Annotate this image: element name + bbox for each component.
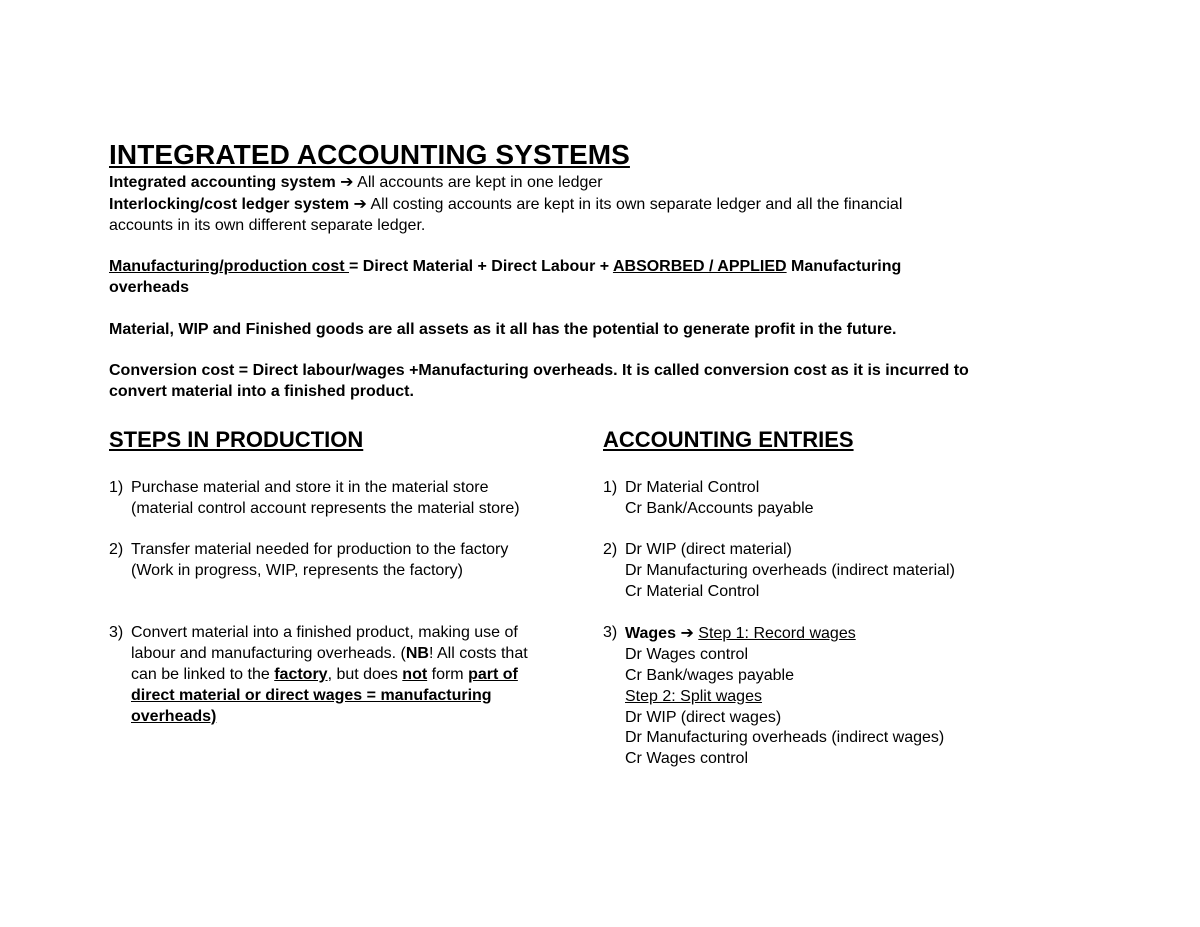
entry-text: Cr Bank/wages payable xyxy=(625,666,794,684)
interlocking-system-line xyxy=(109,194,1109,216)
step-number: 1) xyxy=(109,478,124,496)
manufacturing-cost-label: Manufacturing/production cost xyxy=(109,258,349,276)
interlocking-system-label: Interlocking/cost ledger system xyxy=(109,195,350,213)
entry-text: Dr Manufacturing overheads (indirect wages) xyxy=(625,729,945,747)
factory-emphasis: factory xyxy=(274,665,328,683)
conversion-cost-line: Conversion cost = Direct labour/wages +Manufacturing overheads. It is called conversion cost as it is incurred to xyxy=(109,362,969,380)
step-text: (Work in progress, WIP, represents the factory) xyxy=(131,561,463,579)
assets-note: Material, WIP and Finished goods are all assets as it all has the potential to generate profit in the future. xyxy=(109,320,897,338)
entry-wages-line xyxy=(625,623,1103,645)
step-text: can be linked to the xyxy=(131,665,275,683)
step-text: , but does xyxy=(327,665,403,683)
entry-3 xyxy=(603,623,1103,770)
entry-text: Dr WIP (direct material) xyxy=(625,541,792,559)
integrated-system-line xyxy=(109,172,1109,194)
entry-1 xyxy=(603,478,1103,520)
step-text-factory xyxy=(131,665,589,686)
entry-number: 2) xyxy=(603,541,618,559)
arrow-right-icon: ➔ xyxy=(353,193,367,213)
step-text: Transfer material needed for production to the factory xyxy=(131,541,509,559)
part-of-emphasis: part of xyxy=(468,665,518,683)
entry-text: Dr Material Control xyxy=(625,478,760,496)
step-number: 3) xyxy=(109,624,124,642)
not-emphasis: not xyxy=(402,665,428,683)
step-text: ! All costs that xyxy=(428,645,528,663)
arrow-right-icon: ➔ xyxy=(340,172,354,191)
interlocking-system-text-cont: accounts in its own different separate ledger. xyxy=(109,216,426,234)
entry-number: 3) xyxy=(603,624,618,642)
step-text: Convert material into a finished product, making use of xyxy=(131,624,518,642)
steps-column xyxy=(109,426,589,728)
manufacturing-cost-eq: = Direct Material + Direct Labour + xyxy=(349,258,613,276)
entry-number: 1) xyxy=(603,478,618,496)
step-1-record-wages: Step 1: Record wages xyxy=(698,625,856,643)
entry-text: Dr WIP (direct wages) xyxy=(625,708,782,726)
step-number: 2) xyxy=(109,541,124,559)
entry-2 xyxy=(603,540,1103,602)
entries-column xyxy=(603,426,1103,770)
step-text-nb xyxy=(131,644,589,665)
arrow-right-icon: ➔ xyxy=(680,623,694,643)
entry-text: Cr Bank/Accounts payable xyxy=(625,499,814,517)
integrated-system-label: Integrated accounting system xyxy=(109,174,336,191)
step-1 xyxy=(109,478,589,520)
step-text: Purchase material and store it in the material store xyxy=(131,478,489,496)
entry-text: Cr Wages control xyxy=(625,750,748,768)
integrated-system-text: All accounts are kept in one ledger xyxy=(353,174,603,191)
document-page xyxy=(109,138,1109,768)
step-2-split-wages: Step 2: Split wages xyxy=(625,687,762,705)
absorbed-applied-label: ABSORBED / APPLIED xyxy=(612,258,787,276)
page-title: INTEGRATED ACCOUNTING SYSTEMS xyxy=(109,139,630,170)
step-text: labour and manufacturing overheads. ( xyxy=(131,645,406,663)
entry-text: Dr Manufacturing overheads (indirect material) xyxy=(625,561,955,579)
steps-heading: STEPS IN PRODUCTION xyxy=(109,426,364,452)
interlocking-system-text: All costing accounts are kept in its own separate ledger and all the financial xyxy=(366,195,903,213)
wages-label: Wages xyxy=(625,625,676,643)
step-2 xyxy=(109,540,589,582)
manufacturing-cost-rest: Manufacturing xyxy=(786,258,902,276)
conversion-cost-line-cont: convert material into a finished product. xyxy=(109,382,414,400)
manufacturing-cost-line-cont: overheads xyxy=(109,278,190,296)
step-text-definition: direct material or direct wages = manufacturing xyxy=(131,686,492,704)
step-text-definition: overheads) xyxy=(131,707,217,725)
entries-heading: ACCOUNTING ENTRIES xyxy=(603,426,854,452)
manufacturing-cost-line xyxy=(109,257,1109,278)
step-3 xyxy=(109,623,589,727)
nb-label: NB xyxy=(405,645,429,663)
entry-text: Dr Wages control xyxy=(625,646,748,664)
step-text: form xyxy=(427,665,469,683)
step-text: (material control account represents the material store) xyxy=(131,499,520,517)
entry-text: Cr Material Control xyxy=(625,582,760,600)
